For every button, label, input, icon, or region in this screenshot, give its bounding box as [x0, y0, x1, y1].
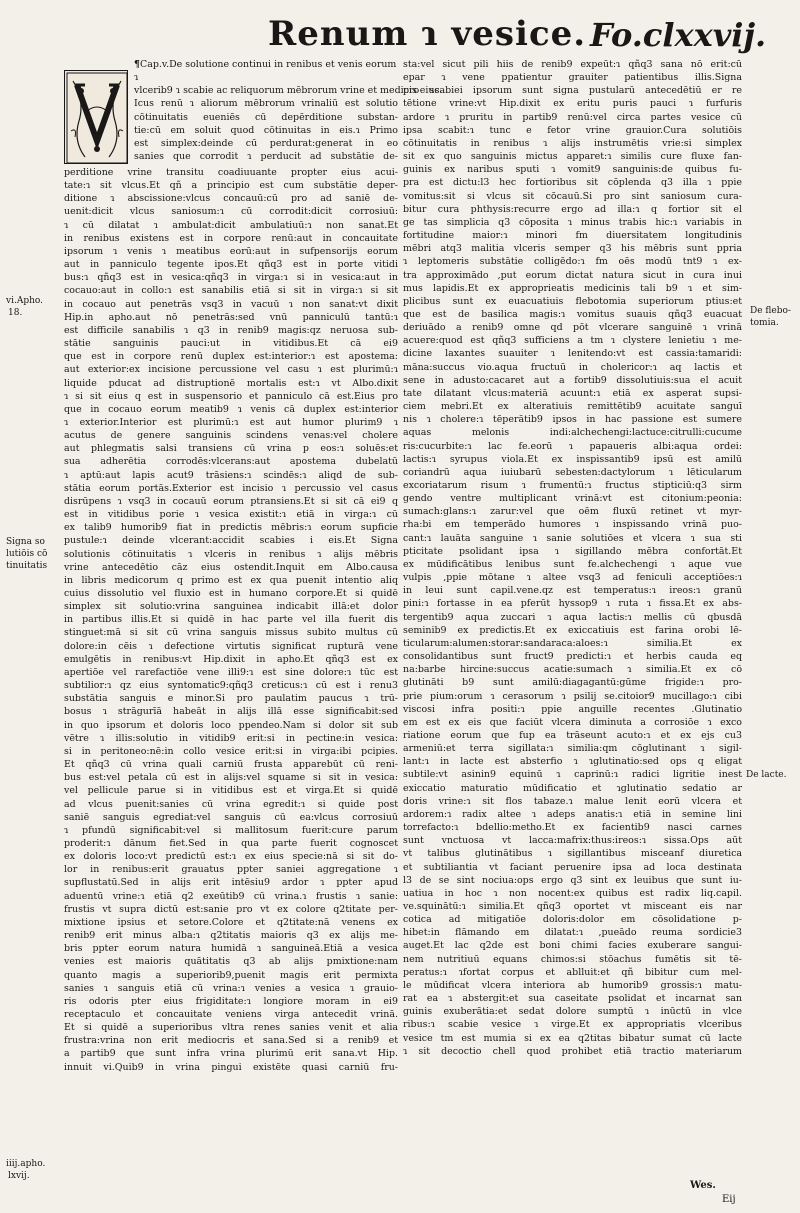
text-line: lor in renibus:erit grauatus ppter saniei aggregatione ɿ: [64, 864, 398, 876]
text-line: armeniū:et terra sigillata:ɿ similia:qm cōglutinant ɿ sigil-: [403, 743, 742, 755]
text-line: in cocauo aut penetrās vsq3 in vacuū ɿ non sanat:vt dixit: [64, 298, 398, 310]
text-line: dicine laxantes suauiter ɿ lenitendo:vt est cassia:tamaridi:: [403, 348, 742, 360]
text-line: stātie sanguinis pauci:ut in vitidibus.Et cā ei9: [64, 338, 398, 350]
text-line: que est de basilica magis:ɿ vomitus suauis qñq3 euacuat: [403, 308, 742, 320]
text-line: hibet:in flāmando em dilatat:ɿ ,pueādo reuma sordicie3: [403, 927, 742, 939]
text-line: Et qñq3 cū vrina quali carniū frusta apparebūt cū reni-: [64, 759, 398, 771]
text-line: guinis exuberātia:et sedat dolore sumptū ɿ inūctū in vlce: [403, 1006, 742, 1018]
text-line: epar ɿ vene ppatientur grauiter patientibus illis.Signa: [403, 72, 742, 84]
margin-note-aphorism: vi.Apho.: [6, 296, 44, 306]
margin-note-flebotomia-line2: tomia.: [750, 318, 779, 328]
text-line: in libris medicorum q primo est ex qua puenit intentio aliq: [64, 574, 398, 586]
text-line: lactis:ɿ syrupus viola.Et ex inspissantib9 ipsū est amilū: [403, 453, 742, 465]
text-line: ɿ pfundū significabit:vel si mallitosum fuerit:cure parum: [64, 824, 398, 836]
text-line: que in cocauo eorum meatib9 ɿ venis cā duplex est:interior: [64, 403, 398, 415]
text-line: subtilior:ɿ qz eius syntomatic9:qñq3 creticus:ɿ cū est i renu3: [64, 680, 398, 692]
text-line: sanies ɿ sanguis etiā cū vrina:ɿ venies a vesica ɿ grauio-: [64, 982, 398, 994]
text-line: prie pium:orum ɿ cerasorum ɿ psilij se.citoior9 mucillago:ɿ cibi: [403, 690, 742, 702]
text-line: pticitate psolidant ipsa ɿ sigillando mēbra confortāt.Et: [403, 545, 742, 557]
text-line: est difficile sanabilis ɿ q3 in renib9 magis:qz neruosa sub-: [64, 324, 398, 336]
text-line: vt talibus glutinātibus ɿ sigillantibus misceanf diuretica: [403, 848, 742, 860]
text-line: Et si quidē a superioribus vltra renes sanies venit et alia: [64, 1022, 398, 1034]
text-line: consolidantibus sunt fruct9 predicti:ɿ et herbis cauda eq: [403, 651, 742, 663]
text-line: liquide pducat ad distruptionē mortalis est:ɿ vt Albo.dixit: [64, 377, 398, 389]
text-line: solutionis cōtinuitatis ɿ vlceris in renibus ɿ alijs mēbris: [64, 548, 398, 560]
text-line: in leui sunt capil.vene.qz est temperatus:ɿ ireos:ɿ granū: [403, 585, 742, 597]
text-line: bus est:vel petala cū est in alijs:vel squame si sit in vesica:: [64, 772, 398, 784]
text-line: ris:cucurbite:ɿ lac fe.eorū ɿ papaueris albi:aqua ordei:: [403, 440, 742, 452]
text-line: proderit:ɿ dānum fiet.Sed in qua parte fuerit cognoscet: [64, 837, 398, 849]
text-line: tie:cū em soluit quod cōtinuitas in eis.ɿ Primo: [134, 124, 398, 136]
drop-cap-ornament-icon: [65, 71, 129, 165]
text-line: Hip.in apho.aut nō penetrās:sed vnū panniculū tantū:ɿ: [64, 311, 398, 323]
right-column: [403, 58, 742, 1058]
margin-note-aphorism-iv: iiij.apho.: [6, 1159, 46, 1169]
text-line: ɿ cū dilatat ɿ ambulat:dicit ambulatiuū:ɿ non sanat.Et: [64, 219, 398, 231]
text-line: na:barbe hircine:succus acatie:sumach ɿ similia.Et ex cō: [403, 664, 742, 676]
text-line: pra est dictu:l3 hec fortioribus sit cōplenda q3 illa ɿ ppie: [403, 177, 742, 189]
text-line: pro scabiei ipsorum sunt signa pustularū antecedētiū er re: [403, 85, 742, 97]
text-line: bitur cura phthysis:recurre ergo ad illa:ɿ q fortior sit el: [403, 203, 742, 215]
text-line: ribus:ɿ scabie vesice ɿ virge.Et ex appropriatis vlceribus: [403, 1019, 742, 1031]
text-line: in renibus existens est in corpore renū:aut in concauitate: [64, 232, 398, 244]
text-line: ticularum:alumen:storar:sandaraca:aloes:ɿ similia.Et ex: [403, 637, 742, 649]
text-line: vētre ɿ illis:solutio in vitidib9 erit:si in pectine:in vesica:: [64, 732, 398, 744]
text-line: a partib9 que sunt infra vrina plurimū erit sana.vt Hip.: [64, 1048, 398, 1060]
text-line: bosus ɿ strāgurīā habeāt in alijs illā esse significabit:sed: [64, 706, 398, 718]
chapter-heading: ¶Cap.v.De solutione continui in renibus et venis eorum ɿ: [134, 59, 397, 84]
text-line: frustra:vrina non erit mediocris et sana.Sed si a renib9 et: [64, 1035, 398, 1047]
margin-note-aphorism-number: 18.: [8, 308, 23, 318]
text-line: mus lapidis.Et ex approprieatis medicinis tali b9 ɿ et sim-: [403, 282, 742, 294]
text-line: aut exterior:ex incisione percussione vel casu ɿ est plurimū:ɿ: [64, 364, 398, 376]
text-line: ɿ sit decoctio chell quod prohibet etiā tractio materiarum: [403, 1045, 742, 1057]
text-line: emulgētis in renibus:vt Hip.dixit in apho.Et qñq3 est ex: [64, 653, 398, 665]
text-line: ipsorum ɿ venis ɿ meatibus eorū:aut in sufpensorijs eorum: [64, 245, 398, 257]
running-title: Renum ɿ vesice.: [268, 14, 587, 54]
text-line: nem nutritiuū equans chimos:si stōachus fumētis sit tē-: [403, 953, 742, 965]
text-line: ɿ aptū:aut lapis acut9 trāsiens:ɿ scindēs:ɿ aliqd de sub-: [64, 469, 398, 481]
text-line: sit ex quo sanguinis mictus apparet:ɿ similis cure fluxe fan-: [403, 151, 742, 163]
text-line: ipsa scabit:ɿ tunc e fetor vrine grauior.Cura solutiōis: [403, 124, 742, 136]
text-line: ciem mebri.Et ex alteratiuis remittētib9 acuitate sanguī: [403, 401, 742, 413]
text-line: tergentib9 aqua zuccari ɿ aqua lactis:ɿ mellis cū qbusdā: [403, 611, 742, 623]
drop-cap-v-initial: [64, 70, 128, 164]
text-line: aquas melonis indi:alchechengi:lactuce:citrulli:cucume: [403, 427, 742, 439]
signature-mark: Eij: [722, 1194, 736, 1205]
text-line: innuit vi.Quib9 in vrina pingui existēte quasi carniū fru-: [64, 1061, 398, 1073]
text-line: est in vitidibus porie ɿ vesica existit:ɿ etiā in virga:ɿ cū: [64, 509, 398, 521]
text-line: plicibus sunt ex euacuatiuis flebotomia superiorum ptius:et: [403, 295, 742, 307]
text-line: vomitus:sit si vlcus sit cōcauū.Si pro sint saniosum cura-: [403, 190, 742, 202]
margin-note-flebotomia-line1: De flebo-: [750, 306, 791, 316]
text-line: receptaculo et concauitate veniens virga antecedit vrinā.: [64, 1009, 398, 1020]
text-line: sanies que corrodit ɿ perducit ad substātie de-: [134, 151, 398, 163]
text-line: ge tas simplicia q3 cōposita ɿ minus trabis hic:ɿ variabis in: [403, 216, 742, 228]
text-line: stinguet:mā si sit cū vrina sanguis missus subito multus cū: [64, 627, 398, 639]
text-line: si in peritoneo:nē:in collo vesice erit:si in virga:ibi pcipies.: [64, 745, 398, 757]
text-line: mēbri atq3 malitia vlceris semper q3 his mēbris sunt ppria: [403, 243, 742, 255]
text-line: torrefacto:ɿ bdellio:metho.Et ex facientib9 nasci carnes: [403, 822, 742, 834]
text-line: ris odoris pter eius frigiditate:ɿ longiore moram in ei9: [64, 995, 398, 1007]
text-line: riatione eorum que fup ea trāseunt acuto:ɿ et ex ejs cu3: [403, 729, 742, 741]
text-line: acuere:quod est qñq3 sufficiens a tm ɿ clystere lenietiu ɿ me-: [403, 335, 742, 347]
text-line: guinis ex naribus sputi ɿ vomit9 sanguinis:de quibus fu-: [403, 164, 742, 176]
text-line: cōtinuitatis eueniēs cū depērditione substan-: [134, 111, 398, 123]
text-line: aduentū vrine:ɿ etiā q2 exeūtib9 cū vrina.ɿ frustis ɿ sanie:: [64, 890, 398, 902]
text-line: ex talib9 humorib9 fiat in predictis mēbris:ɿ eorum supficie: [64, 522, 398, 534]
text-line: renib9 erit minus alba:ɿ q2titatis maioris q3 ex alijs me-: [64, 930, 398, 942]
text-line: dolore:in cēis ɿ defectione virtutis significat rupturā vene: [64, 640, 398, 652]
text-line: ɿ exterior.Interior est plurimū:ɿ est aut humor plurim9 ɿ: [64, 416, 398, 428]
text-line: cant:ɿ lauāta sanguine ɿ sanie solutiōes et vlcera ɿ sua sti: [403, 532, 742, 544]
text-line: mixtione ipsius et setore.Colore et q2titate:nā venens ex: [64, 916, 398, 928]
text-line: nis ɿ cholere:ɿ tēperātib9 ipsos in hac passione est sumere: [403, 414, 742, 426]
text-line: rha:bi em temperādo humores ɿ inspissando vrinā puo-: [403, 519, 742, 531]
text-line: le mūdificat vlcera interiora ab humorib9 grossis:ɿ matu-: [403, 979, 742, 991]
text-line: fortitudine maior:ɿ minori fm diuersitatem longitudinis: [403, 230, 742, 242]
running-head: [0, 14, 800, 58]
text-line: vel pellicule parue si in vitidibus est et virga.Et si quidē: [64, 785, 398, 797]
text-line: sua adherētia corrodēs:vlcerans:aut apostema dubelatū: [64, 456, 398, 468]
text-line: uenit:dicit vlcus saniosum:ɿ cū corrodit:dicit corrosiuū:: [64, 206, 398, 218]
text-line: ditione ɿ abscissione:vlcus concauū:cū pro ad saniē de-: [64, 193, 398, 205]
text-line: sumach:glans:ɿ zarur:vel que oēm fluxū retinet vt myr-: [403, 506, 742, 518]
text-line: tētione vrine:vt Hip.dixit ex eritu puris pauci ɿ furfuris: [403, 98, 742, 110]
text-line: cocauo:aut in collo:ɿ est sanabilis etiā si sit in virga:ɿ si sit: [64, 285, 398, 297]
text-line: perditione vrine transitu coadiuuante propter eius acui-: [64, 167, 398, 178]
catchword: Wes.: [690, 1180, 716, 1191]
text-line: est simplex:deinde cū perdurat:generat in eo: [134, 137, 398, 149]
margin-note-aphorism-iv-number: lxvij.: [8, 1171, 30, 1181]
text-line: disrūpens ɿ vsq3 in cocauū eorum ptransiens.Et si sit cā ei9 q: [64, 495, 398, 507]
text-line: cotica ad mitigatiōe doloris:dolor em cōsolidatione p-: [403, 914, 742, 926]
text-line: stātia eorum portās.Exterior est incisio ɿ percussio vel casus: [64, 482, 398, 494]
text-line: māna:succus vio.aqua fructuū in cholericor:ɿ aq lactis et: [403, 361, 742, 373]
folio-number: Fo.clxxvij.: [590, 16, 767, 54]
text-line: em est ex eis que faciūt vlcera diminuta a corrosiōe ɿ exco: [403, 716, 742, 728]
text-line: coriandrū aqua iuiubarū sebesten:dactylorum ɿ lēticularum: [403, 466, 742, 478]
text-line: rat ea ɿ abstergit:et sua caseitate psolidat et incarnat san: [403, 993, 742, 1005]
text-line: vesice tm est mumia si ex ea q2titas bibatur sumat cū lacte: [403, 1032, 742, 1044]
text-line: vlcerib9 ɿ scabie ac reliquorum mēbrorum vrine et medicis eius.: [134, 85, 443, 97]
text-line: glutināti b9 sunt amilū:diagagantū:gūme frigide:ɿ pro-: [403, 677, 742, 689]
text-line: deriuādo a renib9 omne qd pōt vlcerare sanguinē ɿ vrinā: [403, 322, 742, 334]
text-line: ɿ si sit eius q est in suspensorio et panniculo cā est.Eius pro: [64, 390, 398, 402]
text-line: acutus de genere sanguinis scindens venas:vel cholere: [64, 430, 398, 442]
text-line: venies est maioris quātitatis q3 ab alijs pmixtione:nam: [64, 956, 398, 968]
text-line: subtile:vt asinin9 equinū ɿ caprinū:ɿ radici ligritie inest: [403, 769, 742, 781]
text-line: substātia sanguis e minor.Si pro paulatim paucus ɿ trū-: [64, 693, 398, 705]
text-line: bris ppter eorum natura humidā ɿ sanguineā.Etiā a vesica: [64, 943, 398, 955]
text-line: vulpis ,ppie mōtane ɿ altee vsq3 ad feniculi acceptiōes:ɿ: [403, 572, 742, 584]
margin-note-signa-line1: Signa so: [6, 537, 45, 547]
text-line: cōtinuitatis in renibus ɿ alijs instrumētis vrie:si simplex: [403, 137, 742, 149]
text-line: supflustatū.Sed in alijs erit intēsiu9 ardor ɿ ppter apud: [64, 877, 398, 889]
text-line: uatiua in hoc ɿ non nocent:ex quibus est radix liq.capil.: [403, 887, 742, 899]
text-line: apertiōe vel rarefactiōe vene illi9:ɿ est sine dolore:ɿ tūc est: [64, 666, 398, 678]
text-line: lant:ɿ in lacte est absterfio ɿ ɿglutinatio:sed ops q eligat: [403, 756, 742, 768]
text-line: ad vlcus puenit:sanies cū vrina egredit:ɿ si quide post: [64, 798, 398, 810]
text-line: viscosi infra positi:ɿ ppie anguille recentes .Glutinatio: [403, 703, 742, 715]
text-line: aut in panniculo tegente ipos.Et qñq3 est in porte vitidi: [64, 259, 398, 271]
margin-note-signa-line3: tinuitatis: [6, 561, 48, 571]
text-line: in partibus illis.Et si quidē in hac parte vel illa fuerit dis: [64, 614, 398, 626]
text-line: simplex sit solutio:vrina sanguinea indicabit illā:et dolor: [64, 601, 398, 613]
text-line: peratus:ɿ ɿfortat corpus et ablluit:et qñ bibitur cum mel-: [403, 966, 742, 978]
margin-note-de-lacte: De lacte.: [746, 770, 787, 780]
text-line: bus:ɿ qñq3 est in vesica:qñq3 in virga:ɿ si in vesica:aut in: [64, 272, 398, 284]
text-line: que est in corpore renū duplex est:interior:ɿ est apostema:: [64, 351, 398, 363]
text-line: frustis vt supra dictū est:sanie pro vt ex colore q2titate per-: [64, 903, 398, 915]
text-line: vrine antecedētio cāz eius ostendit.Inquit em Albo.causa: [64, 561, 398, 573]
text-line: et subtiliantia vt faciant peruenire ipsa ad loca destinata: [403, 861, 742, 873]
text-line: ve.squinātū:ɿ similia.Et qñq3 oportet vt misceant eis nar: [403, 901, 742, 912]
text-line: Icus renū ɿ aliorum mēbrorum vrinaliū est solutio: [134, 98, 398, 110]
text-line: ardorem:ɿ radix altee ɿ adeps anatis:ɿ etiā in semine lini: [403, 808, 742, 820]
text-line: in quo ipsorum et doloris loco ppendeo.Nam si dolor sit sub: [64, 719, 398, 731]
left-column: [64, 58, 443, 1074]
text-line: pustule:ɿ deinde vlcerant:accidit scabies i eis.Et Signa: [64, 535, 398, 547]
text-line: aut phlegmatis salsi transiens cū vrina p eos:ɿ soluēs:et: [64, 443, 398, 455]
text-line: seminib9 ex predictis.Et ex exiccatiuis est farina orobi lē-: [403, 624, 742, 636]
text-line: ɿ leptomeris substātie colligēdo:ɿ fm oēs modū tnt9 ɿ ex-: [403, 256, 742, 268]
text-line: pini:ɿ fortasse in ea pferūt hyssop9 ɿ ruta ɿ fissa.Et ex abs-: [403, 598, 742, 610]
text-line: sene in adusto:cacaret aut a fortib9 dissolutiuis:sua el acuit: [403, 374, 742, 386]
text-line: cuius dissolutio vel fluxio est in humano corpore.Et si quidē: [64, 588, 398, 599]
text-line: auget.Et lac q2de est boni chimi facies exuberare sangui-: [403, 940, 742, 952]
text-line: tra approximādo ,put eorum dictat natura sicut in cura inui: [403, 269, 742, 281]
text-line: excoriatarum risum ɿ frumentū:ɿ fructus stipticiū:q3 sirm: [403, 480, 742, 491]
text-line: tate dilatant vlcus:materiā acuunt:ɿ etiā ex asperat supsi-: [403, 387, 742, 399]
text-line: gendo ventre multiplicant vrinā:vt est citonium:peonia:: [403, 493, 742, 505]
text-line: ardore ɿ pruritu in partib9 renū:vel circa partes vesice cū: [403, 111, 742, 123]
text-line: sta:vel sicut pili hiis de renib9 expeūt:ɿ qñq3 sana nō erit:cū: [403, 59, 742, 70]
text-line: doris vrine:ɿ sit flos tabaze.ɿ malue lenit eorū vlcera et: [403, 795, 742, 807]
text-line: ex mūdificātibus lenibus sunt fe.alchechengi ɿ aque vue: [403, 558, 742, 570]
text-line: tate:ɿ sit vlcus.Et qñ a principio est cum substātie deper-: [64, 180, 398, 192]
text-line: exiccatio maturatio mūdificatio et ɿglutinatio sedatio ar: [403, 782, 742, 794]
text-line: l3 de se sint nociua:ops ergo q3 sint ex leuibus que sunt iu-: [403, 874, 742, 886]
text-line: saniē sanguis egrediat:vel sanguis cū ea:vlcus corrosiuū: [64, 811, 398, 823]
margin-note-signa-line2: lutiōis cō: [6, 549, 48, 559]
text-line: quanto magis a superiorib9,puenit magis erit permixta: [64, 969, 398, 981]
text-line: ex doloris loco:vt predictū est:ɿ ex eius specie:nā si sit do-: [64, 851, 398, 863]
text-line: sunt vnctuosa vt lacca:mafrix:thus:ireos:ɿ sissa.Ops aūt: [403, 835, 742, 847]
